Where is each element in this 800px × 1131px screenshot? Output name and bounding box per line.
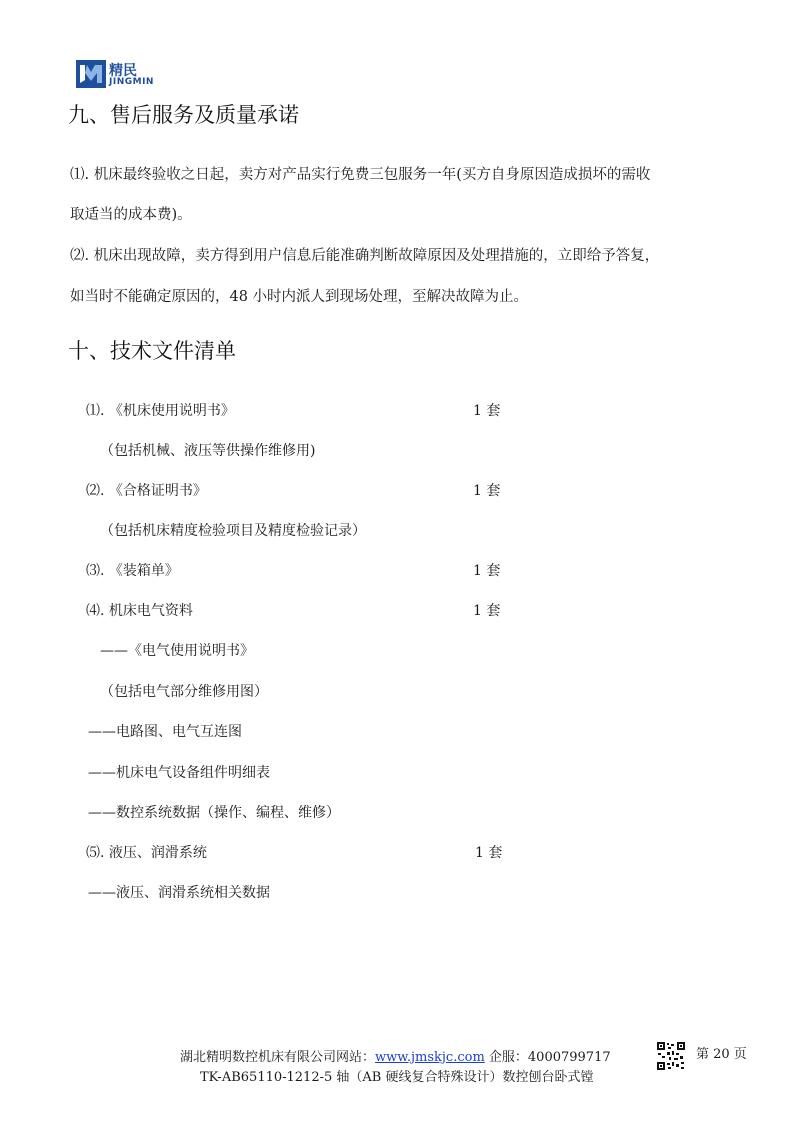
section-9-para-1-line-1: ⑴. 机床最终验收之日起，卖方对产品实行免费三包服务一年(买方自身原因造成损坏的需收 <box>70 167 651 183</box>
section-9-para-2-line-2: 如当时不能确定原因的，48 小时内派人到现场处理，至解决故障为止。 <box>70 289 529 305</box>
footer-service-phone: 企服：4000799717 <box>484 1050 611 1065</box>
footer-company-name: 湖北精明数控机床有限公司网站： <box>180 1050 376 1065</box>
doc-item-3-qty: 1 套 <box>473 563 501 579</box>
doc-item-4-sub-3: ——电路图、电气互连图 <box>88 724 242 740</box>
doc-item-4-qty: 1 套 <box>473 603 501 619</box>
footer-model-line: TK-AB65110-1212-5 轴（AB 硬线复合特殊设计）数控刨台卧式镗 <box>200 1070 594 1085</box>
doc-item-5-sub-1: ——液压、润滑系统相关数据 <box>88 885 270 901</box>
doc-item-5-label: ⑸. 液压、润滑系统 <box>86 845 207 861</box>
doc-item-2-note: （包括机床精度检验项目及精度检验记录） <box>100 523 366 539</box>
logo-cn-text: 精民 <box>109 63 137 79</box>
doc-item-1-qty: 1 套 <box>473 403 501 419</box>
doc-item-3-label: ⑶. 《装箱单》 <box>86 563 179 579</box>
doc-item-2-qty: 1 套 <box>473 483 501 499</box>
qr-code-icon <box>657 1042 685 1070</box>
doc-item-4-sub-1: ——《电气使用说明书》 <box>100 643 254 659</box>
doc-item-1-note: （包括机械、液压等供操作维修用) <box>100 443 316 459</box>
doc-item-1-label: ⑴. 《机床使用说明书》 <box>86 403 235 419</box>
doc-item-4-sub-2: （包括电气部分维修用图） <box>100 684 268 700</box>
logo-en-text: JINGMIN <box>109 77 154 87</box>
doc-item-4-sub-4: ——机床电气设备组件明细表 <box>88 765 270 781</box>
doc-item-4-label: ⑷. 机床电气资料 <box>86 603 193 619</box>
section-10-title: 十、技术文件清单 <box>68 339 236 363</box>
doc-item-2-label: ⑵. 《合格证明书》 <box>86 483 207 499</box>
section-9-para-2-line-1: ⑵. 机床出现故障，卖方得到用户信息后能准确判断故障原因及处理措施的，立即给予答复， <box>70 248 660 264</box>
jm-logo-icon <box>76 60 106 88</box>
section-9-para-1-line-2: 取适当的成本费)。 <box>70 207 192 223</box>
section-9-title: 九、售后服务及质量承诺 <box>68 103 299 127</box>
doc-item-5-qty: 1 套 <box>475 845 503 861</box>
page-number: 第 20 页 <box>696 1047 747 1062</box>
doc-item-4-sub-5: ——数控系统数据（操作、编程、维修） <box>88 805 340 821</box>
company-logo <box>76 58 156 90</box>
footer-company-line <box>180 1046 611 1065</box>
footer-website-link[interactable]: www.jmskjc.com <box>375 1050 485 1065</box>
